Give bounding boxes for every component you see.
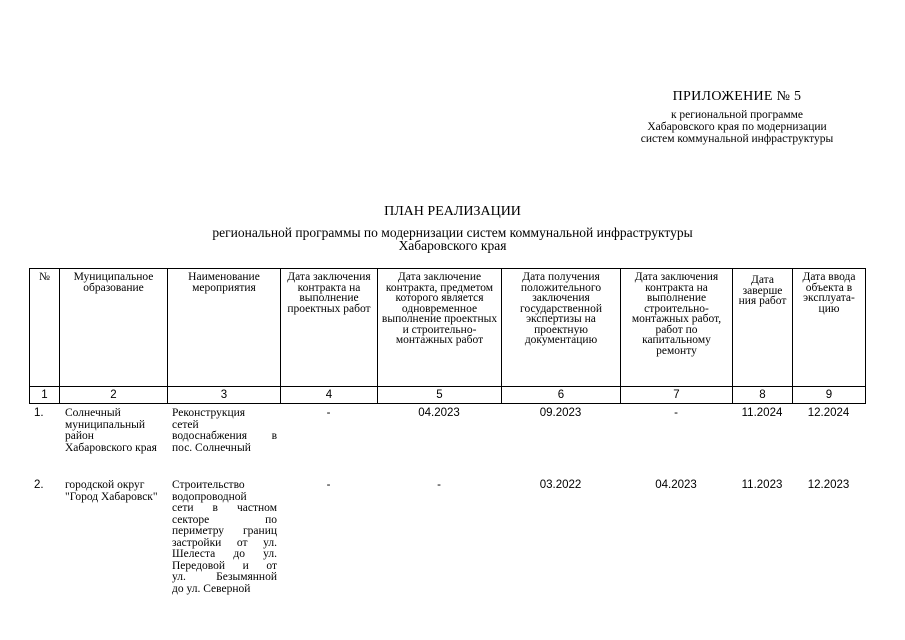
plan-subtitle-line: региональной программы по модернизации систем коммунальной инфраструктуры <box>212 225 693 240</box>
measure-name-line: водоснабжения в <box>172 430 277 442</box>
commissioning-date: 12.2023 <box>807 479 850 491</box>
design-contract-date: - <box>326 407 331 419</box>
construction-contract-date: - <box>674 407 678 419</box>
row-number: 1. <box>34 407 44 419</box>
plan-subtitle <box>0 226 905 252</box>
column-header: Дата заключение контракта, предметом которого является одновременное выполнение проектных и строительно-монтажных работ <box>378 269 502 387</box>
measure-name-line: Строительство <box>172 479 245 491</box>
design-contract-date: - <box>326 479 331 491</box>
measure-name-line: ул. Безымянной <box>172 571 277 583</box>
measure-name-line: до ул. Северной <box>172 582 251 595</box>
design-build-contract-date: - <box>437 479 441 491</box>
column-header: Дата заключения контракта на выполнение строительно-монтажных работ, работ по капитальному ремонту <box>621 269 733 387</box>
column-number: 9 <box>793 387 866 404</box>
expertise-date: 03.2022 <box>539 479 582 491</box>
column-number: 8 <box>733 387 793 404</box>
commissioning-date: 12.2024 <box>807 407 850 419</box>
column-number: 7 <box>621 387 733 404</box>
appendix-subtitle <box>560 109 905 145</box>
completion-date: 11.2023 <box>741 479 783 491</box>
table-header-row <box>30 269 866 387</box>
column-number: 3 <box>168 387 281 404</box>
measure-name-line: секторе по <box>172 513 277 526</box>
column-header: Дата заверше ния работ <box>733 269 793 387</box>
column-header: Дата заключения контракта на выполнение проектных работ <box>281 269 378 387</box>
measure-name-line: периметру границ <box>172 525 277 537</box>
measure-name-line: застройки от ул. <box>172 536 277 549</box>
column-header: Дата получения положительного заключения государственной экспертизы на проектную документацию <box>502 269 621 387</box>
measure-name-line: Реконструкция <box>172 407 246 419</box>
municipality-cell: городской округ "Город Хабаровск" <box>65 479 158 503</box>
plan-subtitle-line: Хабаровского края <box>398 238 507 253</box>
appendix-line: Хабаровского края по модернизации <box>647 121 827 133</box>
measure-name-line: водопроводной <box>172 490 247 503</box>
column-header: Наименование мероприятия <box>168 269 281 387</box>
measure-name-line: Шелеста до ул. <box>172 548 277 560</box>
column-number: 5 <box>378 387 502 404</box>
expertise-date: 09.2023 <box>539 407 582 419</box>
column-header: Муниципальное образование <box>60 269 168 387</box>
row-number: 2. <box>34 479 44 491</box>
appendix-line: к региональной программе <box>670 109 804 121</box>
measure-name-line: сетей <box>172 418 199 431</box>
municipality-cell: Солнечный муниципальный район Хабаровского края <box>65 407 157 454</box>
column-number: 1 <box>30 387 60 404</box>
plan-title: ПЛАН РЕАЛИЗАЦИИ <box>384 204 521 219</box>
appendix-title: ПРИЛОЖЕНИЕ № 5 <box>672 89 802 104</box>
measure-name-cell <box>172 480 277 595</box>
design-build-contract-date: 04.2023 <box>418 407 460 419</box>
column-header: Дата ввода объекта в эксплуата-цию <box>793 269 866 387</box>
column-number: 2 <box>60 387 168 404</box>
completion-date: 11.2024 <box>741 407 783 419</box>
column-number-row <box>30 387 866 404</box>
column-header: № <box>30 269 60 387</box>
measure-name-line: Передовой и от <box>172 559 277 572</box>
measure-name-cell <box>172 408 277 454</box>
construction-contract-date: 04.2023 <box>655 479 697 491</box>
appendix-line: систем коммунальной инфраструктуры <box>640 133 834 145</box>
measure-name-line: пос. Солнечный <box>172 441 251 454</box>
column-number: 4 <box>281 387 378 404</box>
plan-table-header <box>29 268 866 404</box>
measure-name-line: сети в частном <box>172 502 277 514</box>
column-number: 6 <box>502 387 621 404</box>
